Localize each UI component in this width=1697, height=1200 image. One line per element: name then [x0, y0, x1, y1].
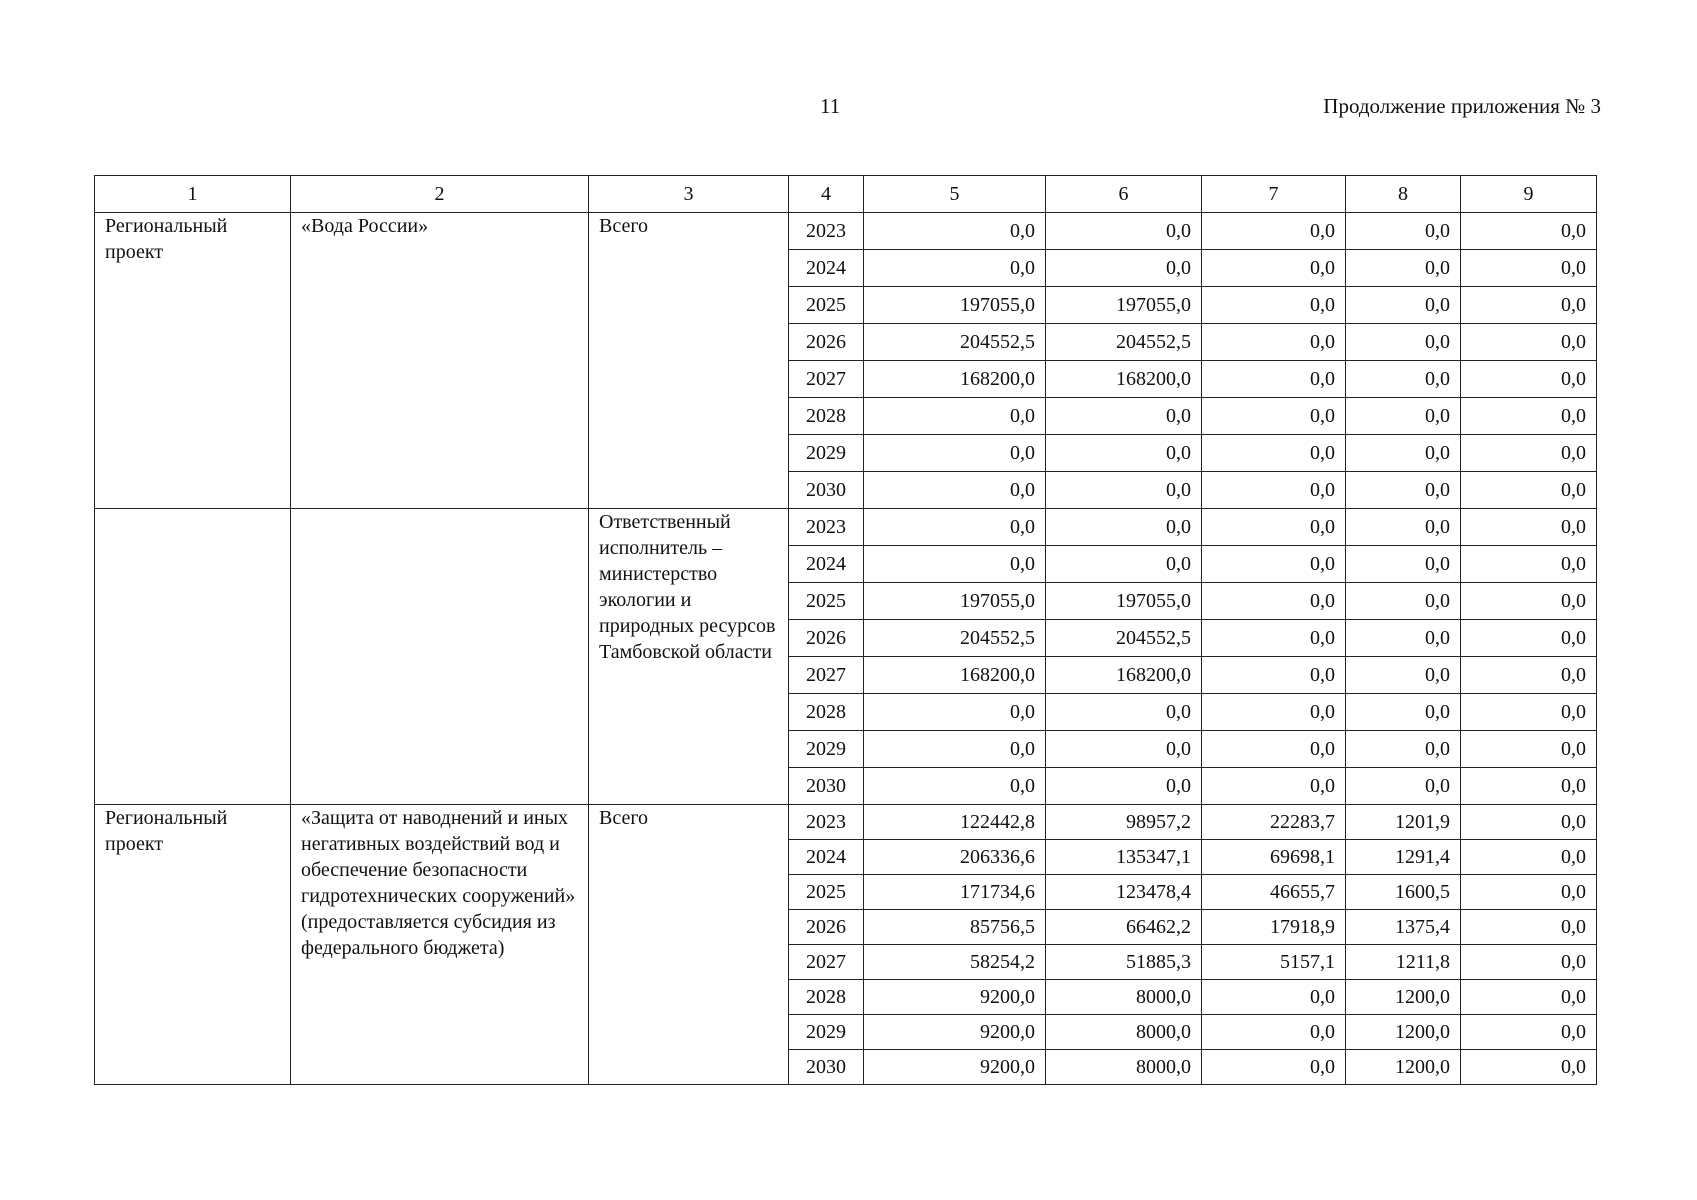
amount-cell: 0,0 [1346, 546, 1461, 583]
amount-cell: 0,0 [1346, 768, 1461, 805]
amount-cell: 0,0 [1461, 324, 1597, 361]
year-cell: 2030 [789, 768, 864, 805]
amount-cell: 0,0 [1461, 287, 1597, 324]
amount-cell: 0,0 [1202, 980, 1346, 1015]
amount-cell: 0,0 [1046, 213, 1202, 250]
amount-cell: 0,0 [1461, 509, 1597, 546]
amount-cell: 0,0 [1202, 731, 1346, 768]
year-cell: 2029 [789, 1015, 864, 1050]
amount-cell: 69698,1 [1202, 840, 1346, 875]
amount-cell: 0,0 [1461, 398, 1597, 435]
amount-cell: 0,0 [1046, 250, 1202, 287]
amount-cell: 0,0 [864, 731, 1046, 768]
column-header: 9 [1461, 176, 1597, 213]
amount-cell: 204552,5 [864, 620, 1046, 657]
amount-cell: 0,0 [1202, 768, 1346, 805]
amount-cell: 98957,2 [1046, 805, 1202, 840]
amount-cell: 168200,0 [1046, 361, 1202, 398]
amount-cell: 1211,8 [1346, 945, 1461, 980]
amount-cell: 0,0 [1346, 731, 1461, 768]
amount-cell: 9200,0 [864, 1015, 1046, 1050]
amount-cell: 0,0 [1461, 361, 1597, 398]
table-row [95, 805, 1597, 840]
event-type-cell: Региональный проект [95, 805, 291, 1085]
amount-cell: 0,0 [1461, 435, 1597, 472]
amount-cell: 0,0 [1346, 250, 1461, 287]
year-cell: 2027 [789, 945, 864, 980]
amount-cell: 0,0 [1202, 398, 1346, 435]
amount-cell: 17918,9 [1202, 910, 1346, 945]
amount-cell: 197055,0 [1046, 583, 1202, 620]
year-cell: 2023 [789, 805, 864, 840]
amount-cell: 0,0 [1202, 657, 1346, 694]
amount-cell: 197055,0 [864, 287, 1046, 324]
amount-cell: 123478,4 [1046, 875, 1202, 910]
amount-cell: 0,0 [1202, 1015, 1346, 1050]
amount-cell: 0,0 [1046, 768, 1202, 805]
amount-cell: 0,0 [1346, 213, 1461, 250]
amount-cell: 0,0 [1046, 731, 1202, 768]
amount-cell: 5157,1 [1202, 945, 1346, 980]
year-cell: 2025 [789, 287, 864, 324]
amount-cell: 171734,6 [864, 875, 1046, 910]
amount-cell: 0,0 [1202, 324, 1346, 361]
amount-cell: 0,0 [1461, 875, 1597, 910]
amount-cell: 0,0 [864, 472, 1046, 509]
amount-cell: 9200,0 [864, 980, 1046, 1015]
amount-cell: 168200,0 [864, 361, 1046, 398]
column-header: 5 [864, 176, 1046, 213]
amount-cell: 0,0 [1202, 509, 1346, 546]
amount-cell: 1291,4 [1346, 840, 1461, 875]
amount-cell: 0,0 [1202, 546, 1346, 583]
amount-cell: 0,0 [1346, 287, 1461, 324]
amount-cell: 197055,0 [1046, 287, 1202, 324]
amount-cell: 0,0 [1346, 435, 1461, 472]
year-cell: 2025 [789, 875, 864, 910]
year-cell: 2030 [789, 472, 864, 509]
amount-cell: 0,0 [1202, 435, 1346, 472]
amount-cell: 0,0 [1046, 472, 1202, 509]
year-cell: 2029 [789, 731, 864, 768]
amount-cell: 0,0 [1046, 509, 1202, 546]
year-cell: 2028 [789, 398, 864, 435]
project-name-cell: «Защита от наводнений и иных негативных воздействий вод и обеспечение безопасности гидротехнических сооружений» (предоставляется субсидия из федерального бюджета) [291, 805, 589, 1085]
amount-cell: 51885,3 [1046, 945, 1202, 980]
amount-cell: 0,0 [864, 546, 1046, 583]
amount-cell: 0,0 [1461, 546, 1597, 583]
amount-cell: 8000,0 [1046, 980, 1202, 1015]
year-cell: 2028 [789, 980, 864, 1015]
year-cell: 2024 [789, 840, 864, 875]
amount-cell: 0,0 [864, 509, 1046, 546]
amount-cell: 122442,8 [864, 805, 1046, 840]
amount-cell: 0,0 [1202, 1050, 1346, 1085]
amount-cell: 0,0 [1346, 620, 1461, 657]
appendix-continuation-note: Продолжение приложения № 3 [1323, 94, 1601, 118]
amount-cell: 204552,5 [1046, 620, 1202, 657]
amount-cell: 206336,6 [864, 840, 1046, 875]
amount-cell: 0,0 [1202, 213, 1346, 250]
column-header: 8 [1346, 176, 1461, 213]
amount-cell: 197055,0 [864, 583, 1046, 620]
amount-cell: 0,0 [1461, 840, 1597, 875]
amount-cell: 0,0 [1346, 657, 1461, 694]
amount-cell: 0,0 [1346, 398, 1461, 435]
table-row [95, 213, 1597, 250]
amount-cell: 0,0 [1346, 694, 1461, 731]
amount-cell: 0,0 [1046, 435, 1202, 472]
amount-cell: 0,0 [1346, 509, 1461, 546]
column-header: 1 [95, 176, 291, 213]
amount-cell: 168200,0 [864, 657, 1046, 694]
amount-cell: 0,0 [1046, 546, 1202, 583]
amount-cell: 204552,5 [864, 324, 1046, 361]
amount-cell: 66462,2 [1046, 910, 1202, 945]
amount-cell: 0,0 [1461, 583, 1597, 620]
event-type-cell [95, 509, 291, 805]
project-name-cell [291, 509, 589, 805]
year-cell: 2027 [789, 657, 864, 694]
amount-cell: 0,0 [1046, 398, 1202, 435]
amount-cell: 1375,4 [1346, 910, 1461, 945]
project-name-cell: «Вода России» [291, 213, 589, 509]
page-number: 11 [820, 94, 841, 118]
column-header: 2 [291, 176, 589, 213]
amount-cell: 0,0 [1046, 694, 1202, 731]
year-cell: 2024 [789, 250, 864, 287]
amount-cell: 0,0 [1202, 583, 1346, 620]
column-header: 3 [589, 176, 789, 213]
amount-cell: 0,0 [1461, 213, 1597, 250]
amount-cell: 0,0 [1202, 694, 1346, 731]
amount-cell: 0,0 [864, 250, 1046, 287]
amount-cell: 0,0 [1461, 1050, 1597, 1085]
amount-cell: 0,0 [864, 768, 1046, 805]
amount-cell: 1200,0 [1346, 1015, 1461, 1050]
year-cell: 2023 [789, 509, 864, 546]
year-cell: 2024 [789, 546, 864, 583]
amount-cell: 0,0 [1346, 583, 1461, 620]
amount-cell: 46655,7 [1202, 875, 1346, 910]
amount-cell: 0,0 [1461, 657, 1597, 694]
amount-cell: 8000,0 [1046, 1015, 1202, 1050]
amount-cell: 0,0 [1346, 324, 1461, 361]
year-cell: 2030 [789, 1050, 864, 1085]
executor-cell: Всего [589, 805, 789, 1085]
amount-cell: 0,0 [1461, 694, 1597, 731]
amount-cell: 0,0 [1346, 361, 1461, 398]
amount-cell: 0,0 [1461, 472, 1597, 509]
year-cell: 2029 [789, 435, 864, 472]
year-cell: 2026 [789, 910, 864, 945]
amount-cell: 0,0 [1202, 361, 1346, 398]
amount-cell: 0,0 [1461, 980, 1597, 1015]
amount-cell: 0,0 [1461, 768, 1597, 805]
amount-cell: 0,0 [1202, 287, 1346, 324]
executor-cell: Ответственный исполнитель – министерство экологии и природных ресурсов Тамбовской области [589, 509, 789, 805]
amount-cell: 204552,5 [1046, 324, 1202, 361]
amount-cell: 0,0 [1461, 910, 1597, 945]
amount-cell: 0,0 [864, 694, 1046, 731]
budget-table [94, 175, 1597, 1085]
amount-cell: 168200,0 [1046, 657, 1202, 694]
amount-cell: 0,0 [1202, 250, 1346, 287]
amount-cell: 0,0 [1461, 731, 1597, 768]
executor-cell: Всего [589, 213, 789, 509]
year-cell: 2023 [789, 213, 864, 250]
year-cell: 2028 [789, 694, 864, 731]
amount-cell: 9200,0 [864, 1050, 1046, 1085]
amount-cell: 0,0 [1461, 945, 1597, 980]
year-cell: 2026 [789, 620, 864, 657]
amount-cell: 0,0 [1202, 472, 1346, 509]
amount-cell: 1201,9 [1346, 805, 1461, 840]
amount-cell: 0,0 [864, 213, 1046, 250]
amount-cell: 85756,5 [864, 910, 1046, 945]
year-cell: 2025 [789, 583, 864, 620]
amount-cell: 0,0 [1202, 620, 1346, 657]
column-number-row [95, 176, 1597, 213]
amount-cell: 0,0 [1461, 620, 1597, 657]
event-type-cell: Региональный проект [95, 213, 291, 509]
table-row [95, 509, 1597, 546]
amount-cell: 58254,2 [864, 945, 1046, 980]
amount-cell: 1600,5 [1346, 875, 1461, 910]
year-cell: 2026 [789, 324, 864, 361]
amount-cell: 0,0 [1461, 1015, 1597, 1050]
table-body [95, 213, 1597, 1085]
amount-cell: 0,0 [864, 435, 1046, 472]
amount-cell: 0,0 [1346, 472, 1461, 509]
amount-cell: 0,0 [864, 398, 1046, 435]
amount-cell: 135347,1 [1046, 840, 1202, 875]
column-header: 6 [1046, 176, 1202, 213]
amount-cell: 8000,0 [1046, 1050, 1202, 1085]
amount-cell: 0,0 [1461, 805, 1597, 840]
amount-cell: 1200,0 [1346, 980, 1461, 1015]
column-header: 4 [789, 176, 864, 213]
amount-cell: 0,0 [1461, 250, 1597, 287]
amount-cell: 1200,0 [1346, 1050, 1461, 1085]
year-cell: 2027 [789, 361, 864, 398]
amount-cell: 22283,7 [1202, 805, 1346, 840]
column-header: 7 [1202, 176, 1346, 213]
